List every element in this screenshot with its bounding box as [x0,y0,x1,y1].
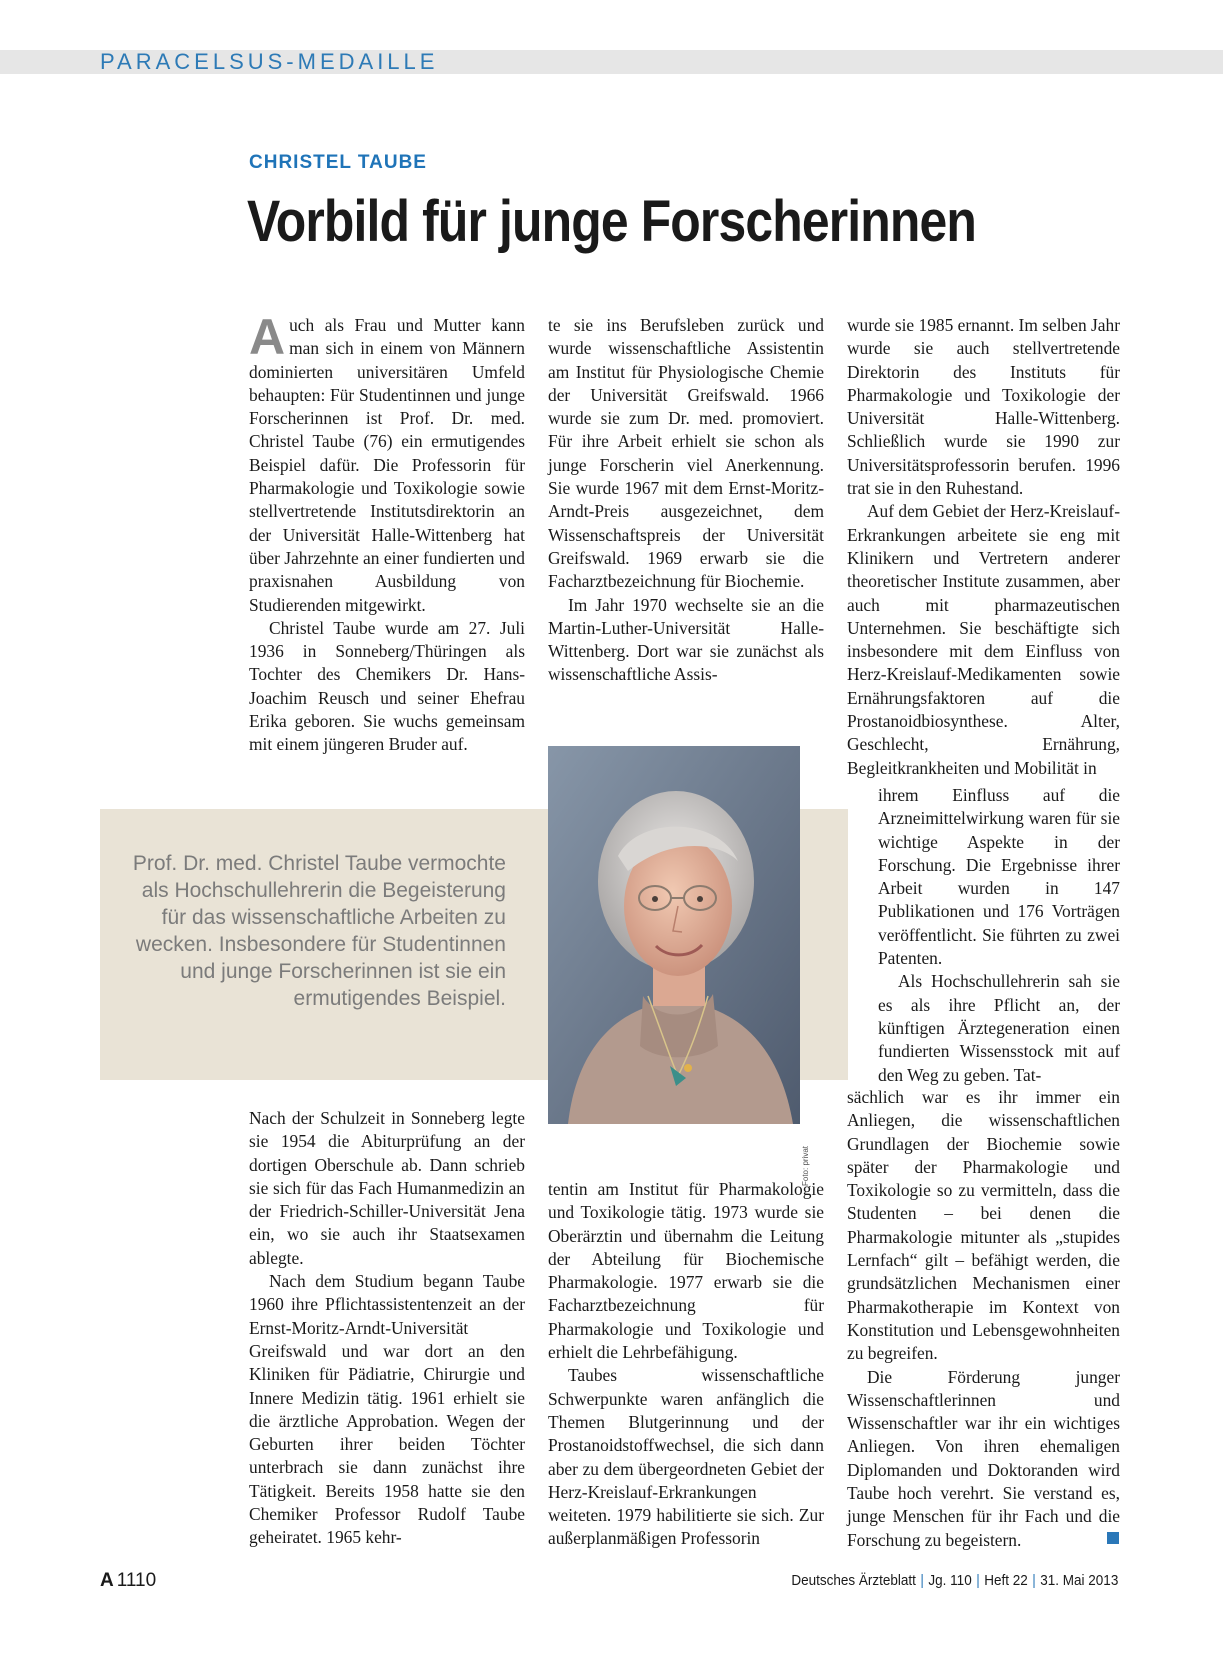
body-paragraph: uch als Frau und Mutter kann man sich in einem von Männern dominierten universitären Umfeld behaupten: Für Studentinnen und junge Forscherinnen ist Prof. Dr. med. Christel Taube (76) ein ermutigendes Beispiel dafür. Die Professorin für Pharmakologie und Toxikologie sowie stellvertretende Institutsdirektorin an der Universität Halle-Wittenberg hat über Jahrzehnte an einer fundierten und praxisnahen Ausbildung von Studierenden mitgewirkt. [249,315,525,615]
body-paragraph: Nach der Schulzeit in Sonneberg legte sie 1954 die Abiturprüfung an der dortigen Oberschule ab. Dann schrieb sie sich für das Fach Humanmedizin an der Friedrich-Schiller-Universität Jena ein, wo sie auch ihr Staatsexamen ablegte. [249,1108,525,1268]
journal-footer [791,1572,1118,1589]
article-headline: Vorbild für junge Forscherinnen [247,189,976,254]
journal-volume: Jg. 110 [928,1572,972,1589]
end-mark-icon [1107,1532,1119,1544]
journal-date: 31. Mai 2013 [1039,1572,1118,1589]
body-paragraph: Im Jahr 1970 wechselte sie an die Martin-Luther-Universität Halle-Wittenberg. Dort war sie zunächst als wissenschaftliche Assis- [548,594,824,685]
body-paragraph: Christel Taube wurde am 27. Juli 1936 in Sonneberg/Thüringen als Tochter des Chemikers Dr. Hans-Joachim Reusch und seiner Ehefrau Erika geboren. Sie wuchs gemeinsam mit einem jüngeren Bruder auf. [249,617,525,755]
body-paragraph: Nach dem Studium begann Taube 1960 ihre Pflichtassistentenzeit an der Ernst-Moritz-Arndt-Universität Greifswald und war dort an den Kliniken für Pädiatrie, Chirurgie und Innere Medizin tätig. 1961 erhielt sie die ärztliche Approbation. Wegen der Geburten ihrer beiden Töchter unterbrach sie dann zunächst ihre Tätigkeit. Bereits 1958 hatte sie den Chemiker Professor Rudolf Taube geheiratet. 1965 kehr- [249,1271,525,1548]
column-1-bottom [249,1107,525,1550]
journal-issue: Heft 22 [983,1572,1028,1589]
column-2-bottom [548,1178,824,1551]
body-paragraph: Taubes wissenschaftliche Schwerpunkte waren anfänglich die Themen Blutgerinnung und der Prostanoidstoffwechsel, die sich dann aber zu dem übergeordneten Gebiet der Herz-Kreislauf-Erkrankungen weiteten. 1979 habilitierte sie sich. Zur außerplanmäßigen Professorin [548,1365,824,1549]
page-prefix: A [100,1570,114,1591]
body-paragraph: sächlich war es ihr immer ein Anliegen, die wissenschaftlichen Grundlagen der Biochemie sowie später der Pharmakologie und Toxikologie so zu vermitteln, dass die Studenten – bei denen die Pharmakologie mitunter als „stupides Lernfach“ gilt – befähigt werden, die grundsätzlichen Mechanismen einer Pharmakotherapie im Kontext von Konstitution und Lebensgewohnheiten zu begreifen. [847,1087,1120,1364]
footer-separator: | [975,1572,980,1589]
column-3-bottom [847,1086,1120,1552]
body-paragraph: Als Hochschullehrerin sah sie es als ihre Pflicht an, der künftigen Ärztegeneration einen fundierten Wissensstock mit auf den Weg zu geben. Tat- [878,971,1120,1085]
section-label: PARACELSUS-MEDAILLE [100,49,439,74]
column-2-top [548,314,824,687]
portrait-photo [548,746,800,1124]
body-paragraph: tentin am Institut für Pharmakologie und Toxikologie tätig. 1973 wurde sie Oberärztin und übernahm die Leitung der Abteilung für Biochemische Pharmakologie. 1977 erwarb sie die Facharztbezeichnung für Pharmakologie und Toxikologie und erhielt die Lehrbefähigung. [548,1179,824,1363]
journal-name: Deutsches Ärzteblatt [791,1572,916,1589]
footer-separator: | [1031,1572,1036,1589]
body-paragraph: te sie ins Berufsleben zurück und wurde wissenschaftliche Assistentin am Institut für Physiologische Chemie der Universität Greifswald. 1966 wurde sie zum Dr. med. promoviert. Für ihre Arbeit erhielt sie schon als junge Forscherin viel Anerkennung. Sie wurde 1967 mit dem Ernst-Moritz-Arndt-Preis ausgezeichnet, dem Wissenschaftspreis der Universität Greifswald. 1969 erwarb sie die Facharztbezeichnung für Biochemie. [548,315,824,592]
body-paragraph: Auf dem Gebiet der Herz-Kreislauf-Erkrankungen arbeitete sie eng mit Klinikern und Vertretern anderer theoretischer Institute zusammen, aber auch mit pharmazeutischen Unternehmen. Sie beschäftigte sich insbesondere mit dem Einfluss von Herz-Kreislauf-Medikamenten sowie Ernährungsfaktoren auf die Prostanoidbiosynthese. Alter, Geschlecht, Ernährung, Begleitkrankheiten und Mobilität in [847,501,1121,778]
column-3-top [847,314,1120,780]
photo-credit: Foto: privat [801,1145,810,1186]
body-paragraph: Die Förderung junger Wissenschaftlerinnen und Wissenschaftler war ihr ein wichtiges Anliegen. Von ihren ehemaligen Diplomanden und Doktoranden wird Taube hoch verehrt. Sie verstand es, junge Menschen für ihr Fach und die Forschung zu begeistern. [847,1366,1120,1550]
drop-cap: A [249,309,286,365]
body-paragraph: wurde sie 1985 ernannt. Im selben Jahr wurde sie auch stellvertretende Direktorin des Instituts für Pharmakologie und Toxikologie der Universität Halle-Wittenberg. Schließlich wurde sie 1990 zur Universitätsprofessorin berufen. 1996 trat sie in den Ruhestand. [847,315,1120,499]
footer-separator: | [920,1572,924,1589]
column-3-middle [878,784,1120,1087]
column-1-top [249,309,525,757]
page-folio [100,1570,156,1592]
page-number: 1110 [116,1570,157,1591]
pullquote: Prof. Dr. med. Christel Taube vermochte als Hochschullehrerin die Begeisterung für das wissenschaftliche Arbeiten zu wecken. Insbesondere für Studentinnen und junge Forscherinnen ist sie ein ermutigendes Beispiel. [132,852,506,1010]
body-paragraph: ihrem Einfluss auf die Arzneimittelwirkung waren für sie wichtige Aspekte in der Forschung. Die Ergebnisse ihrer Arbeit wurden in 147 Publikationen und 176 Vorträgen veröffentlicht. Sie führten zu zwei Patenten. [878,785,1120,969]
article-kicker: CHRISTEL TAUBE [249,152,427,173]
